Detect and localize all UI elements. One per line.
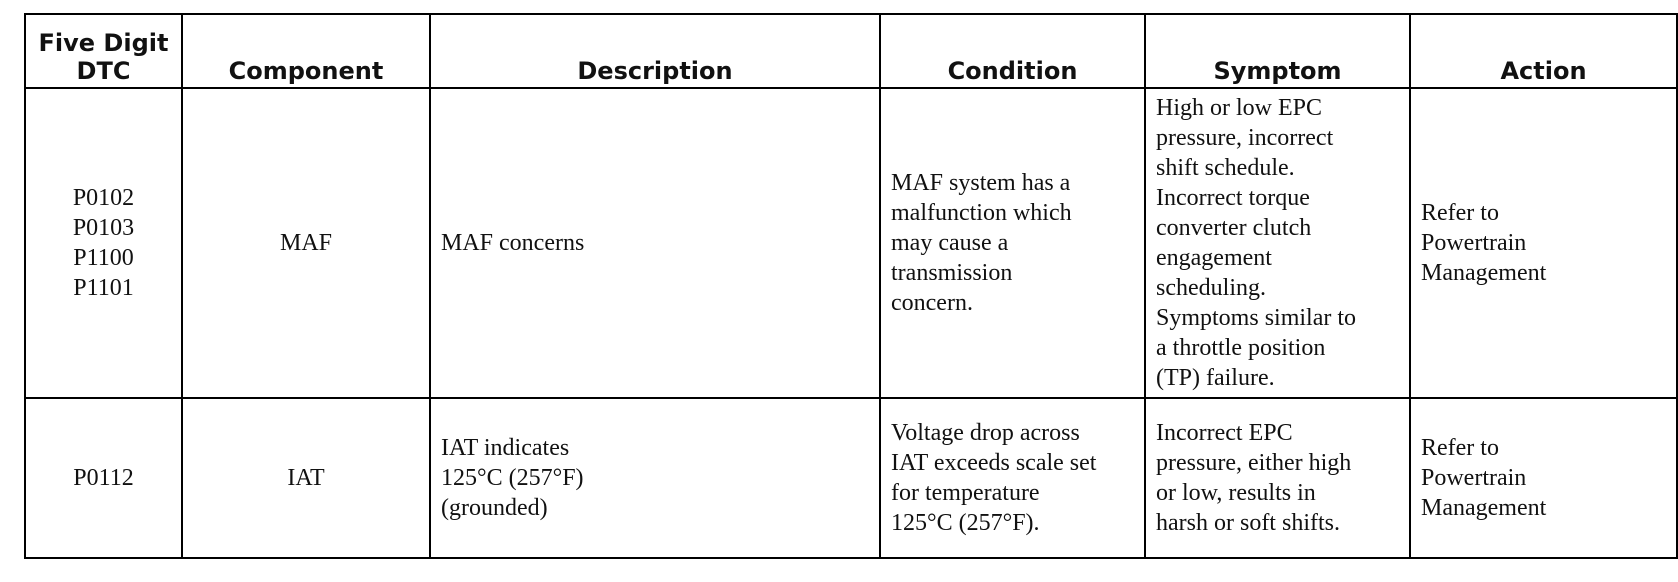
condition-line: malfunction which [891,200,1072,226]
condition-line: MAF system has a [891,170,1071,196]
header-dtc [25,14,182,88]
description-cell: MAF concerns [430,88,880,398]
condition-cell [880,398,1145,558]
dtc-table [24,13,1678,559]
dtc-cell [25,398,182,558]
action-line: Refer to [1421,435,1499,461]
symptom-cell [1145,398,1410,558]
symptom-line: (TP) failure. [1156,365,1275,391]
symptom-line: converter clutch [1156,215,1312,241]
header-description: Description [430,14,880,88]
symptom-line: pressure, either high [1156,450,1352,476]
condition-line: IAT exceeds scale set [891,450,1097,476]
condition-line: for temperature [891,480,1040,506]
header-dtc-line2: DTC [76,57,131,85]
action-line: Management [1421,495,1547,521]
dtc-code: P0112 [73,465,134,491]
description-line: IAT indicates [441,435,570,461]
table-row [25,398,1677,558]
header-row [25,14,1677,88]
component-cell: MAF [182,88,430,398]
header-dtc-line1: Five Digit [38,29,169,57]
symptom-line: scheduling. [1156,275,1266,301]
header-condition: Condition [880,14,1145,88]
dtc-code: P1101 [73,275,134,301]
condition-line: transmission [891,260,1013,286]
symptom-line: a throttle position [1156,335,1326,361]
dtc-code: P1100 [73,245,134,271]
symptom-line: engagement [1156,245,1272,271]
header-action: Action [1410,14,1677,88]
condition-cell [880,88,1145,398]
action-line: Management [1421,260,1547,286]
condition-line: Voltage drop across [891,420,1080,446]
symptom-line: shift schedule. [1156,155,1295,181]
action-cell [1410,398,1677,558]
symptom-line: pressure, incorrect [1156,125,1334,151]
action-cell [1410,88,1677,398]
symptom-line: harsh or soft shifts. [1156,510,1340,536]
action-line: Refer to [1421,200,1499,226]
action-line: Powertrain [1421,230,1527,256]
component-cell: IAT [182,398,430,558]
header-symptom: Symptom [1145,14,1410,88]
condition-line: may cause a [891,230,1009,256]
symptom-line: Incorrect EPC [1156,420,1293,446]
header-component: Component [182,14,430,88]
symptom-line: or low, results in [1156,480,1316,506]
dtc-cell [25,88,182,398]
action-line: Powertrain [1421,465,1527,491]
dtc-code: P0102 [72,185,135,211]
description-cell [430,398,880,558]
symptom-line: Incorrect torque [1156,185,1310,211]
symptom-line: Symptoms similar to [1156,305,1357,331]
symptom-cell [1145,88,1410,398]
description-line: 125°C (257°F) [441,465,584,491]
table-row [25,88,1677,398]
symptom-line: High or low EPC [1156,95,1323,121]
condition-line: 125°C (257°F). [891,510,1040,536]
description-line: (grounded) [441,495,548,521]
condition-line: concern. [891,290,973,316]
dtc-code: P0103 [72,215,135,241]
